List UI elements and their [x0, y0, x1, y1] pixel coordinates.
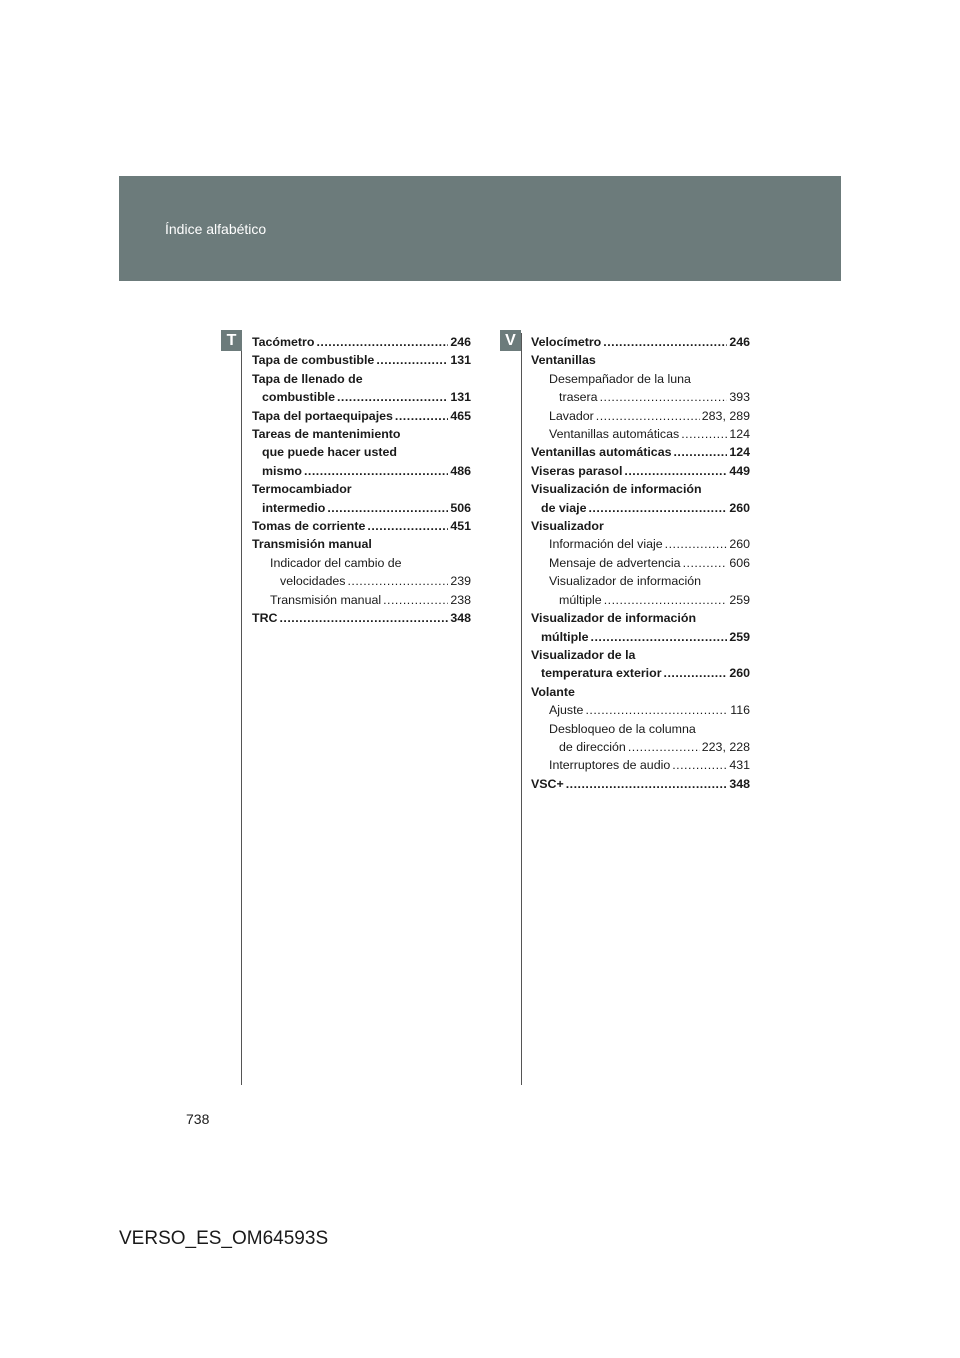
section-letter-t: T: [221, 330, 242, 351]
index-entry: [531, 628, 750, 646]
index-entry-page: 131: [450, 390, 471, 405]
index-entry-term: Ajuste: [549, 703, 584, 718]
index-entry-page: 223, 228: [701, 739, 750, 754]
index-entry-page: 283, 289: [701, 408, 750, 423]
index-entry-term: Tapa de llenado de: [252, 371, 363, 386]
index-entry: [531, 388, 750, 406]
dot-leader: [376, 351, 448, 369]
index-entry-term: de dirección: [559, 739, 626, 754]
index-entry: [252, 572, 471, 590]
header-band: [119, 176, 841, 281]
index-entry: [531, 333, 750, 351]
index-entry-page: 348: [729, 776, 750, 791]
index-entry-term: múltiple: [559, 592, 602, 607]
column-divider-left: [241, 333, 242, 1085]
index-entry-term: Visualizador de la: [531, 647, 636, 662]
index-entry: [252, 407, 471, 425]
index-entry: [252, 554, 471, 572]
index-entry-term: trasera: [559, 390, 598, 405]
index-entry-term: que puede hacer usted: [262, 445, 397, 460]
index-entry-term: velocidades: [280, 574, 346, 589]
index-entry: [531, 609, 750, 627]
dot-leader: [337, 388, 448, 406]
index-entry-term: de viaje: [541, 500, 587, 515]
index-entry-term: Lavador: [549, 408, 594, 423]
index-entry: [531, 351, 750, 369]
dot-leader: [591, 628, 728, 646]
index-entry-page: 393: [729, 390, 750, 405]
column-divider-right: [521, 333, 522, 1085]
dot-leader: [603, 333, 727, 351]
index-entry-page: 131: [450, 353, 471, 368]
index-entry-page: 260: [729, 666, 750, 681]
index-entry-page: 348: [450, 611, 471, 626]
index-entry: [252, 462, 471, 480]
dot-leader: [664, 664, 728, 682]
dot-leader: [628, 738, 700, 756]
index-entry-page: 451: [450, 519, 471, 534]
index-entry: [252, 443, 471, 461]
index-entry-term: Visualizador de información: [531, 611, 697, 626]
index-entry: [531, 701, 750, 719]
index-entry-term: Tacómetro: [252, 335, 315, 349]
dot-leader: [683, 554, 728, 572]
index-entry-page: 486: [450, 463, 471, 478]
index-entry: [531, 591, 750, 609]
dot-leader: [347, 572, 448, 590]
index-entry: [252, 370, 471, 388]
document-code: VERSO_ES_OM64593S: [119, 1228, 329, 1249]
index-entry: [531, 499, 750, 517]
index-entry-page: 260: [729, 500, 750, 515]
dot-leader: [566, 775, 728, 793]
index-entry: [531, 720, 750, 738]
index-entry: [252, 535, 471, 553]
index-entry-term: combustible: [262, 390, 335, 405]
index-column-v: [531, 333, 750, 793]
index-entry-page: 506: [450, 500, 471, 515]
dot-leader: [279, 609, 448, 627]
index-entry-term: Visualización de información: [531, 482, 702, 497]
index-entry: [531, 756, 750, 774]
index-entry-term: Viseras parasol: [531, 463, 623, 478]
index-entry: [252, 591, 471, 609]
dot-leader: [596, 407, 700, 425]
page-number: 738: [186, 1111, 210, 1127]
index-entry: [531, 443, 750, 461]
index-entry: [531, 535, 750, 553]
index-entry: [531, 554, 750, 572]
dot-leader: [327, 499, 448, 517]
dot-leader: [681, 425, 727, 443]
index-entry-term: mismo: [262, 463, 302, 478]
index-entry-term: Tapa de combustible: [252, 353, 375, 368]
index-entry-page: 431: [729, 758, 750, 773]
index-entry-term: Transmisión manual: [252, 537, 372, 552]
index-entry-term: TRC: [252, 611, 278, 626]
index-entry-page: 606: [729, 555, 750, 570]
index-entry-term: Información del viaje: [549, 537, 663, 552]
index-entry-page: 449: [729, 463, 750, 478]
index-entry-page: 259: [729, 629, 750, 644]
index-entry: [531, 480, 750, 498]
dot-leader: [588, 499, 727, 517]
index-entry-term: Indicador del cambio de: [270, 555, 402, 570]
index-entry: [252, 499, 471, 517]
index-entry: [531, 370, 750, 388]
index-entry-page: 116: [730, 703, 750, 718]
index-entry: [252, 388, 471, 406]
index-entry: [531, 646, 750, 664]
index-entry-term: VSC+: [531, 776, 564, 791]
index-entry: [252, 333, 471, 351]
dot-leader: [600, 388, 728, 406]
index-entry: [531, 407, 750, 425]
header-title: Índice alfabético: [165, 221, 267, 237]
index-entry-term: Transmisión manual: [270, 592, 382, 607]
index-entry-term: Visualizador de información: [549, 574, 701, 589]
index-entry-page: 124: [729, 427, 750, 442]
dot-leader: [585, 701, 728, 719]
index-entry-term: Desbloqueo de la columna: [549, 721, 696, 736]
index-entry-term: temperatura exterior: [541, 666, 662, 681]
index-entry-page: 246: [729, 335, 750, 349]
index-entry-page: 238: [450, 592, 471, 607]
dot-leader: [367, 517, 448, 535]
index-entry-page: 239: [450, 574, 471, 589]
index-entry: [531, 425, 750, 443]
index-entry-term: múltiple: [541, 629, 589, 644]
index-entry-term: Mensaje de advertencia: [549, 555, 681, 570]
index-entry: [531, 517, 750, 535]
index-column-t: [252, 333, 471, 628]
dot-leader: [316, 333, 448, 351]
index-entry-page: 259: [729, 592, 750, 607]
index-entry-term: Velocímetro: [531, 335, 602, 349]
index-entry-term: Ventanillas: [531, 353, 596, 368]
index-entry: [252, 425, 471, 443]
dot-leader: [673, 443, 727, 461]
index-entry-term: Desempañador de la luna: [549, 371, 691, 386]
dot-leader: [665, 535, 728, 553]
index-entry: [531, 738, 750, 756]
index-entry: [252, 517, 471, 535]
index-entry: [252, 351, 471, 369]
index-entry-term: intermedio: [262, 500, 326, 515]
dot-leader: [304, 462, 448, 480]
dot-leader: [604, 591, 728, 609]
index-entry: [252, 480, 471, 498]
index-entry: [531, 572, 750, 590]
index-entry: [531, 462, 750, 480]
index-entry-page: 246: [450, 335, 471, 349]
index-entry-term: Ventanillas automáticas: [549, 427, 680, 442]
dot-leader: [672, 756, 727, 774]
index-entry-term: Tapa del portaequipajes: [252, 408, 393, 423]
index-entry: [531, 664, 750, 682]
index-entry-page: 124: [729, 445, 750, 460]
dot-leader: [624, 462, 727, 480]
index-entry-term: Ventanillas automáticas: [531, 445, 672, 460]
index-entry-term: Visualizador: [531, 519, 604, 534]
index-entry-term: Tareas de mantenimiento: [252, 427, 401, 442]
index-entry-term: Tomas de corriente: [252, 519, 366, 534]
index-entry-term: Volante: [531, 684, 575, 699]
index-entry-page: 260: [729, 537, 750, 552]
dot-leader: [383, 591, 448, 609]
index-entry-term: Interruptores de audio: [549, 758, 671, 773]
section-letter-v: V: [500, 330, 521, 351]
index-entry-term: Termocambiador: [252, 482, 352, 497]
dot-leader: [395, 407, 448, 425]
index-entry-page: 465: [450, 408, 471, 423]
index-entry: [531, 683, 750, 701]
index-entry: [531, 775, 750, 793]
index-entry: [252, 609, 471, 627]
